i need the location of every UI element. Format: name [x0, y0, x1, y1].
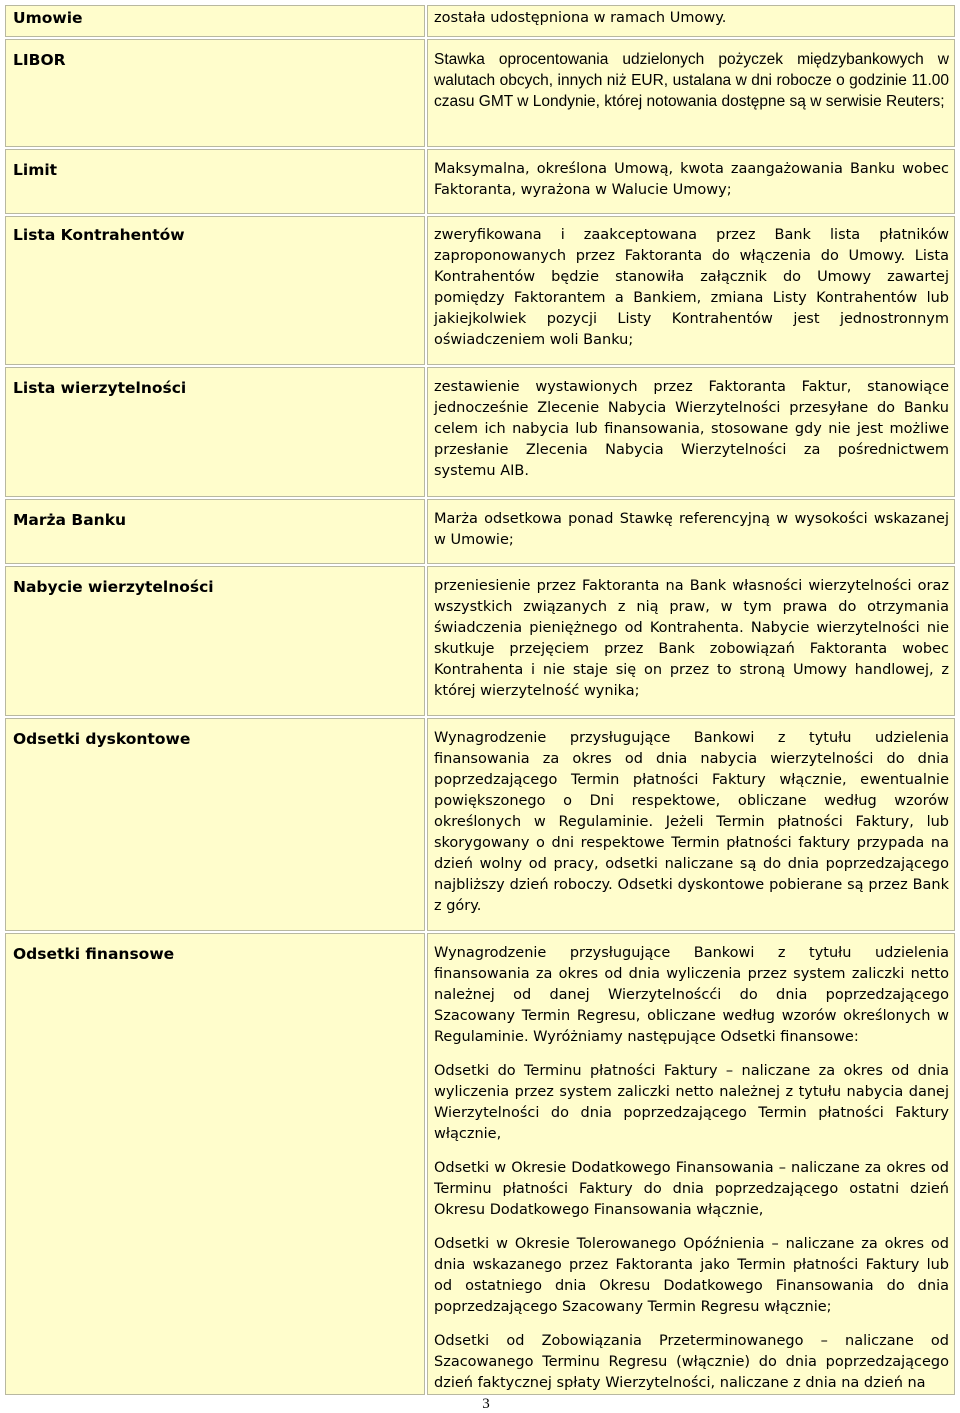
- definition-text: zestawienie wystawionych przez Faktoranta Faktur, stanowiące jednocześnie Zlecenie Nabycia Wierzytelności przesyłane do Banku celem ich nabycia lub finansowania, stosowane gdy nie jest możliwe przesłanie Zlecenia Nabycia Wierzytelności za pośrednictwem systemu AIB.: [434, 379, 949, 479]
- definition-text: Stawka oprocentowania udzielonych pożyczek międzybankowych w walutach obcych, innych niż EUR, ustalana w dni robocze o godzinie 11.00 czasu GMT w Londynie, której notowania dostępne są w serwisie Reuters;: [434, 51, 949, 110]
- term-cell: [5, 566, 425, 716]
- description-cell: [427, 718, 955, 931]
- definition-row: [5, 5, 955, 37]
- definition-text: Wynagrodzenie przysługujące Bankowi z tytułu udzielenia finansowania za okres od dnia nabycia wierzytelności do dnia poprzedzającego Termin płatności Faktury włącznie, ewentualnie powiększonego o Dni respektowe, obliczane według wzorów określonych w Regulaminie. Jeżeli Termin płatności Faktury, lub skorygowany o dni respektowe Termin płatności faktury przypada na dzień wolny od pracy, odsetki naliczane są do dnia poprzedzającego najbliższy dzień roboczy. Odsetki dyskontowe pobierane są przez Bank z góry.: [434, 730, 949, 914]
- definition-term: Lista wierzytelności: [13, 379, 187, 397]
- description-cell: [427, 5, 955, 37]
- term-cell: [5, 216, 425, 365]
- definition-row: [5, 933, 955, 1395]
- definition-row: [5, 718, 955, 931]
- term-cell: [5, 718, 425, 931]
- term-cell: [5, 933, 425, 1395]
- definition-term: Marża Banku: [13, 511, 127, 529]
- definition-term: Lista Kontrahentów: [13, 226, 185, 244]
- description-cell: [427, 216, 955, 365]
- definition-term: Nabycie wierzytelności: [13, 578, 214, 596]
- page-number: 3: [482, 1396, 490, 1412]
- definition-subitem: Odsetki w Okresie Tolerowanego Opóźnienia – naliczane za okres od dnia wskazanego przez Faktoranta jako Termin płatności Faktury lub od ostatniego dnia Okresu Dodatkowego Finansowania do dnia poprzedzającego Szacowany Termin Regresu włącznie;: [434, 1236, 949, 1315]
- definition-row: [5, 216, 955, 365]
- term-cell: [5, 499, 425, 564]
- description-cell: [427, 39, 955, 147]
- definition-term: Odsetki finansowe: [13, 945, 175, 963]
- description-cell: [427, 367, 955, 497]
- term-cell: [5, 5, 425, 37]
- definition-row: [5, 566, 955, 716]
- description-cell: [427, 499, 955, 564]
- definition-row: [5, 367, 955, 497]
- term-cell: [5, 39, 425, 147]
- definition-subitem: Odsetki od Zobowiązania Przeterminowanego – naliczane od Szacowanego Terminu Regresu (włącznie) do dnia poprzedzającego dzień faktycznej spłaty Wierzytelności, naliczane z dnia na dzień na: [434, 1333, 949, 1391]
- definition-row: [5, 39, 955, 147]
- definition-subitem: Odsetki do Terminu płatności Faktury – naliczane za okres od dnia wyliczenia przez system zaliczki netto należnej z tytułu nabycia danej Wierzytelności do dnia poprzedzającego Termin płatności Faktury włącznie,: [434, 1063, 949, 1142]
- definition-text: Wynagrodzenie przysługujące Bankowi z tytułu udzielenia finansowania za okres od dnia wyliczenia przez system zaliczki netto należnej od danej Wierzytelnoścći do dnia poprzedzającego Szacowany Termin Regresu, obliczane według wzorów określonych w Regulaminie. Wyróżniamy następujące Odsetki finansowe:: [434, 945, 949, 1045]
- definition-text: przeniesienie przez Faktoranta na Bank własności wierzytelności oraz wszystkich związanych z nią praw, w tym prawa do otrzymania świadczenia pieniężnego od Kontrahenta. Nabycie wierzytelności nie skutkuje przejęciem przez Bank zobowiązań Faktoranta wobec Kontrahenta i nie staje się on przez to stroną Umowy handlowej, z której wierzytelność wynika;: [434, 578, 949, 699]
- term-cell: [5, 367, 425, 497]
- definition-text: Marża odsetkowa ponad Stawkę referencyjną w wysokości wskazanej w Umowie;: [434, 511, 949, 548]
- definition-term: Limit: [13, 161, 58, 179]
- definition-term: Umowie: [13, 9, 83, 27]
- description-cell: [427, 149, 955, 214]
- term-cell: [5, 149, 425, 214]
- description-cell: [427, 566, 955, 716]
- definition-text: zweryfikowana i zaakceptowana przez Bank lista płatników zaproponowanych przez Faktoranta do włączenia do Umowy. Lista Kontrahentów będzie stanowiła załącznik do Umowy zawartej pomiędzy Faktorantem a Bankiem, zmiana Listy Kontrahentów lub jakiejkolwiek pozycji Listy Kontrahentów jest jednostronnym oświadczeniem woli Banku;: [434, 227, 949, 348]
- definitions-table: [3, 3, 957, 1397]
- definition-term: Odsetki dyskontowe: [13, 730, 191, 748]
- definition-row: [5, 149, 955, 214]
- definition-row: [5, 499, 955, 564]
- definition-subitem: Odsetki w Okresie Dodatkowego Finansowania – naliczane za okres od Terminu płatności Faktury do dnia poprzedzającego ostatni dzień Okresu Dodatkowego Finansowania włącznie,: [434, 1160, 949, 1218]
- definition-term: LIBOR: [13, 51, 66, 69]
- description-cell: [427, 933, 955, 1395]
- definition-text: Maksymalna, określona Umową, kwota zaangażowania Banku wobec Faktoranta, wyrażona w Walucie Umowy;: [434, 161, 949, 198]
- definition-text: została udostępniona w ramach Umowy.: [434, 10, 727, 26]
